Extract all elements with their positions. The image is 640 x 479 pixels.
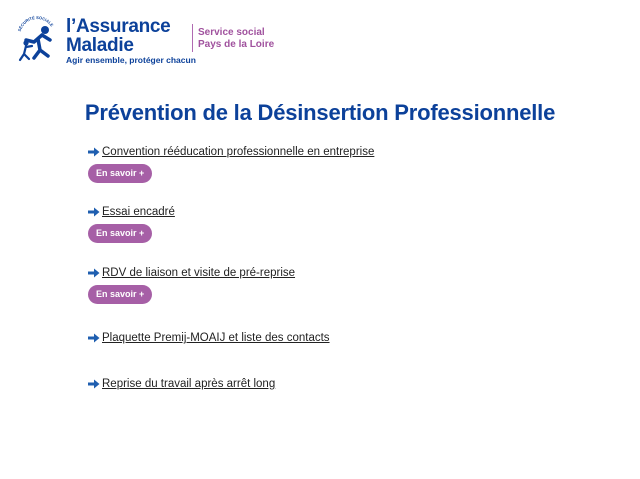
list-item (88, 378, 275, 390)
arrow-right-icon (88, 333, 100, 343)
item-label: Reprise du travail après arrêt long (102, 378, 276, 390)
svg-text:SÉCURITÉ SOCIALE (17, 15, 55, 32)
brand-tagline: Agir ensemble, protéger chacun (66, 55, 196, 65)
brand-line-1: l’Assurance (66, 16, 171, 37)
item-link-essai-encadre[interactable] (88, 206, 175, 218)
en-savoir-plus-button[interactable]: En savoir + (88, 164, 152, 183)
en-savoir-plus-button[interactable]: En savoir + (88, 285, 152, 304)
list-item (88, 332, 330, 344)
item-link-rdv-liaison[interactable] (88, 267, 295, 279)
item-link-plaquette[interactable] (88, 332, 330, 344)
assurance-maladie-logo-icon[interactable] (14, 12, 60, 62)
logo-arc-text: SÉCURITÉ SOCIALE (16, 14, 55, 33)
list-item (88, 146, 374, 183)
header (0, 0, 640, 80)
en-savoir-plus-button[interactable]: En savoir + (88, 224, 152, 243)
brand-name[interactable] (66, 17, 170, 55)
header-divider (192, 24, 193, 52)
arrow-right-icon (88, 268, 100, 278)
item-link-reprise-travail[interactable] (88, 378, 275, 390)
arrow-right-icon (88, 207, 100, 217)
arrow-right-icon (88, 379, 100, 389)
list-item (88, 267, 295, 304)
item-label: RDV de liaison et visite de pré-reprise (102, 267, 296, 279)
item-label: Convention rééducation professionnelle en entreprise (102, 146, 375, 158)
item-link-convention[interactable] (88, 146, 374, 158)
service-name (198, 27, 274, 51)
item-label: Plaquette Premij-MOAIJ et liste des contacts (102, 332, 330, 344)
brand-line-2: Maladie (66, 35, 134, 56)
page-title: Prévention de la Désinsertion Professionnelle (84, 100, 556, 125)
service-line-1: Service social (198, 27, 265, 38)
item-label: Essai encadré (102, 206, 175, 218)
service-line-2: Pays de la Loire (198, 39, 275, 50)
list-item (88, 206, 175, 243)
arrow-right-icon (88, 147, 100, 157)
